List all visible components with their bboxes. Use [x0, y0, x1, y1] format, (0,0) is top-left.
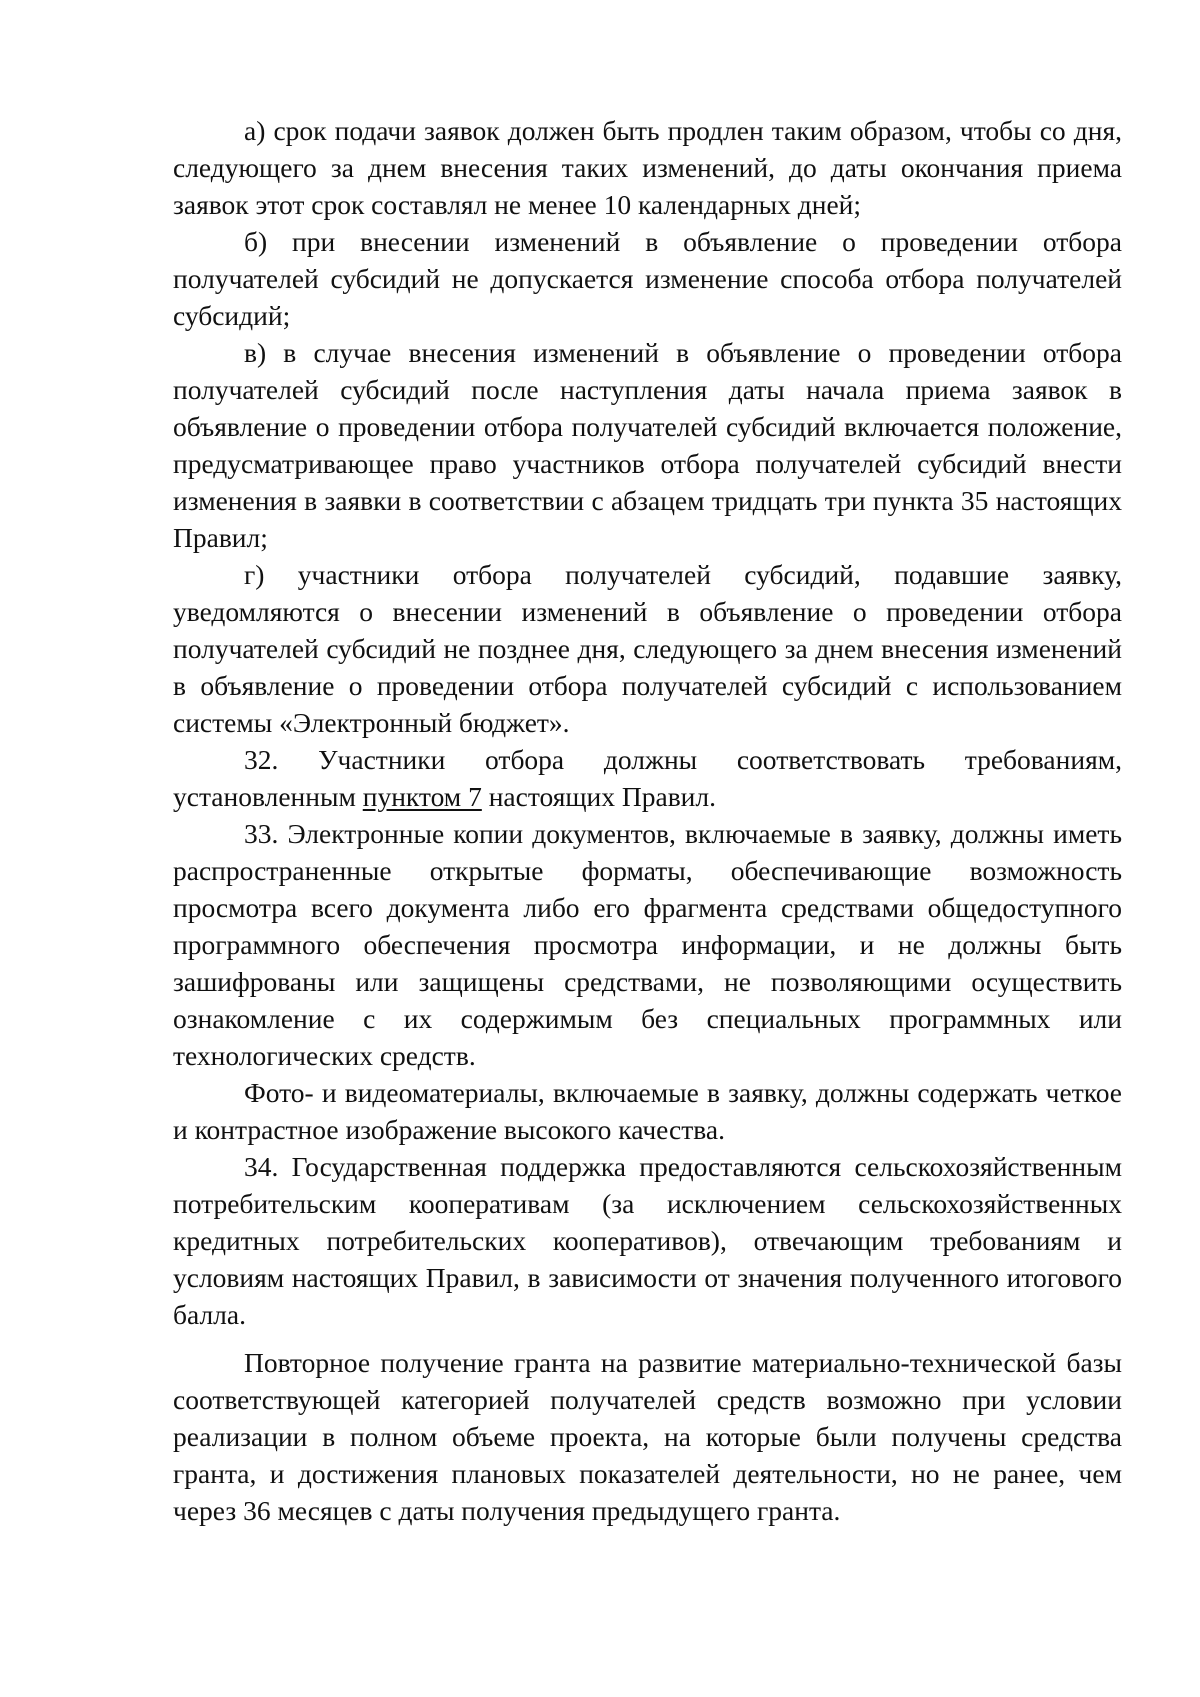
point-7-link[interactable]: пунктом 7	[362, 781, 482, 812]
paragraph-v: в) в случае внесения изменений в объявление о проведении отбора получателей субсидий после наступления даты начала приема заявок в объявление о проведении отбора получателей субсидий включается положение, предусматривающее право участников отбора получателей субсидий внести изменения в заявки в соответствии с абзацем тридцать три пункта 35 настоящих Правил;	[173, 337, 1122, 553]
paragraph-g: г) участники отбора получателей субсидий, подавшие заявку, уведомляются о внесении изменений в объявление о проведении отбора получателей субсидий не позднее дня, следующего за днем внесения изменений в объявление о проведении отбора получателей субсидий с использованием системы «Электронный бюджет».	[173, 559, 1122, 738]
paragraph-33: 33. Электронные копии документов, включаемые в заявку, должны иметь распространенные открытые форматы, обеспечивающие возможность просмотра всего документа либо его фрагмента средствами общедоступного программного обеспечения просмотра информации, и не должны быть зашифрованы или защищены средствами, не позволяющими осуществить ознакомление с их содержимым без специальных программных или технологических средств.	[173, 818, 1122, 1071]
paragraph-b: б) при внесении изменений в объявление о проведении отбора получателей субсидий не допускается изменение способа отбора получателей субсидий;	[173, 226, 1122, 331]
paragraph-34: 34. Государственная поддержка предоставляются сельскохозяйственным потребительским кооперативам (за исключением сельскохозяйственных кредитных потребительских кооперативов), отвечающим требованиям и условиям настоящих Правил, в зависимости от значения полученного итогового балла.	[173, 1151, 1122, 1330]
document-page	[173, 112, 1122, 1529]
paragraph-repeat-grant: Повторное получение гранта на развитие материально-технической базы соответствующей категорией получателей средств возможно при условии реализации в полном объеме проекта, на которые были получены средства гранта, и достижения плановых показателей деятельности, но не ранее, чем через 36 месяцев с даты получения предыдущего гранта.	[173, 1347, 1122, 1526]
paragraph-a: а) срок подачи заявок должен быть продлен таким образом, чтобы со дня, следующего за днем внесения таких изменений, до даты окончания приема заявок этот срок составлял не менее 10 календарных дней;	[173, 115, 1122, 220]
paragraph-photo-video: Фото- и видеоматериалы, включаемые в заявку, должны содержать четкое и контрастное изображение высокого качества.	[173, 1077, 1122, 1145]
paragraph-32-text-end: настоящих Правил.	[481, 781, 716, 812]
paragraph-32	[173, 741, 1122, 815]
paragraph-32-text-start: 32. Участники отбора должны соответствовать требованиям, установленным	[173, 744, 1122, 812]
